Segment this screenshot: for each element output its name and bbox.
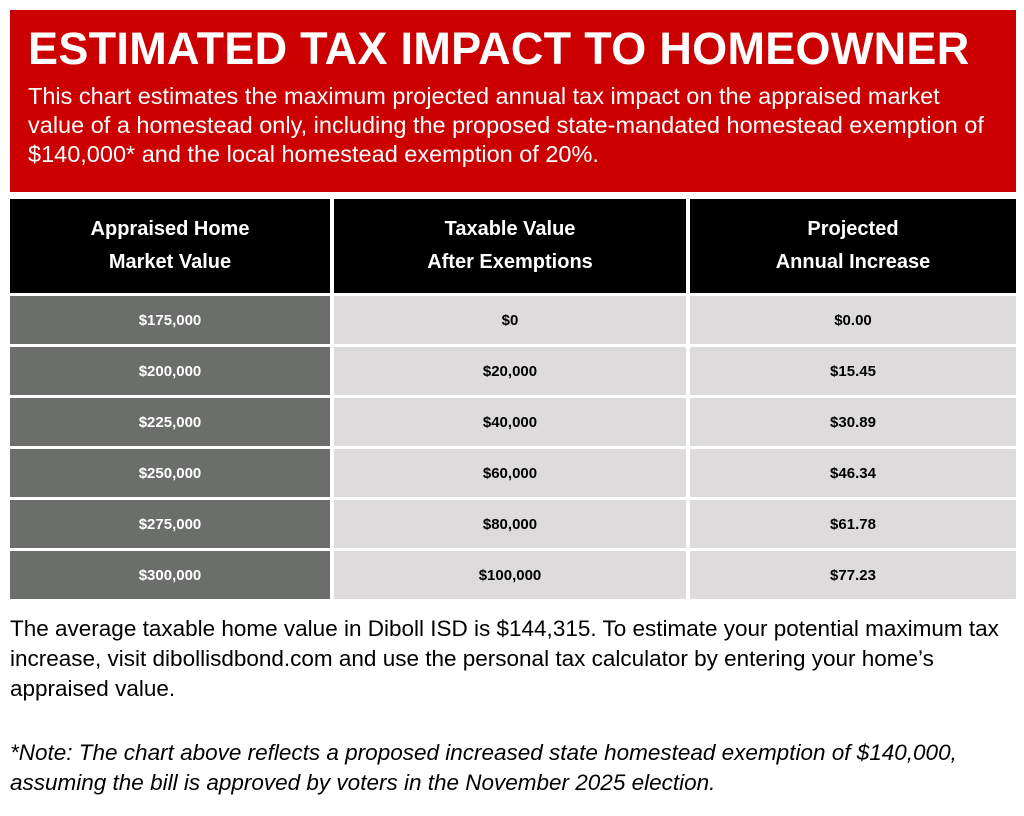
table-row [10,500,1016,548]
taxable-value-cell: $60,000 [334,449,690,497]
taxable-value-cell: $20,000 [334,347,690,395]
column-header-appraised-value: Appraised Home Market Value [10,199,334,293]
table-header-row [10,199,1016,293]
annual-increase-cell: $61.78 [690,500,1016,548]
annual-increase-cell: $46.34 [690,449,1016,497]
taxable-value-cell: $100,000 [334,551,690,599]
column-header-taxable-value: Taxable Value After Exemptions [334,199,690,293]
annual-increase-cell: $0.00 [690,296,1016,344]
appraised-value-cell: $200,000 [10,347,334,395]
table-row [10,296,1016,344]
table-row [10,551,1016,599]
annual-increase-cell: $30.89 [690,398,1016,446]
appraised-value-cell: $300,000 [10,551,334,599]
column-header-annual-increase: Projected Annual Increase [690,199,1016,293]
table-row [10,398,1016,446]
taxable-value-cell: $80,000 [334,500,690,548]
appraised-value-cell: $250,000 [10,449,334,497]
annual-increase-cell: $15.45 [690,347,1016,395]
title-banner [10,10,1016,192]
annual-increase-cell: $77.23 [690,551,1016,599]
table-row [10,449,1016,497]
table-body [10,296,1016,599]
table-row [10,347,1016,395]
appraised-value-cell: $225,000 [10,398,334,446]
taxable-value-cell: $0 [334,296,690,344]
appraised-value-cell: $275,000 [10,500,334,548]
taxable-value-cell: $40,000 [334,398,690,446]
footnote: *Note: The chart above reflects a proposed increased state homestead exemption of $140,000, assuming the bill is approved by voters in the November 2025 election. [10,740,957,795]
page-subtitle: This chart estimates the maximum projected annual tax impact on the appraised market value of a homestead only, including the proposed state-mandated homestead exemption of $140,000* and the local homestead exemption of 20%. [28,83,984,167]
appraised-value-cell: $175,000 [10,296,334,344]
average-value-text: The average taxable home value in Diboll ISD is $144,315. To estimate your potential maximum tax increase, visit dibollisdbond.com and use the personal tax calculator by entering your home’s appraised value. [10,616,999,701]
page-title: ESTIMATED TAX IMPACT TO HOMEOWNER [28,23,970,74]
tax-impact-table [10,199,1016,602]
